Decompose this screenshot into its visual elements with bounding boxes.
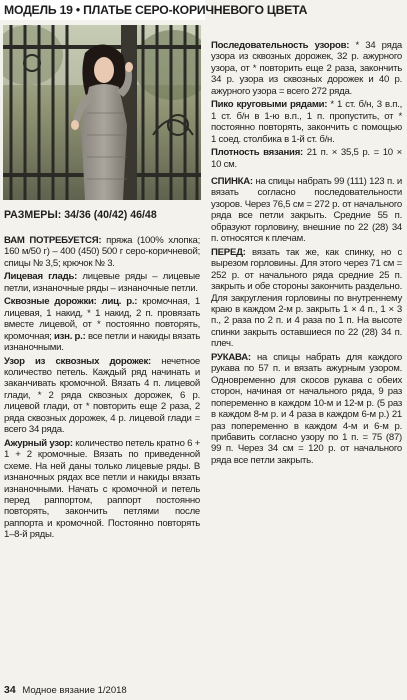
paths-rs-text: кромочная, 1 лицевая, 1 накид, * 1 накид, 2 п. провязать вместе лицевой, от * постоянно повторять, кромочная; — [4, 296, 200, 342]
sizes-label: РАЗМЕРЫ: — [4, 209, 62, 221]
stockinette-heading: Лицевая гладь: — [4, 271, 78, 283]
materials-heading: ВАМ ПОТРЕБУЕТСЯ: — [4, 235, 102, 246]
materials-paragraph — [4, 235, 200, 269]
back-heading: СПИНКА: — [211, 175, 253, 187]
back-paragraph — [211, 176, 402, 245]
sleeves-text: на спицы набрать для каждого рукава по 57 п. и вязать ажурным узором. Одновременно для скосов рукава с обеих сторон, начиная от начального ряда, 9 раз попеременно в каждом 10-м и 12-м р. (5 раз в каждом 8-м р. и 4 раза в каждом 6-м р.) 21 раз попеременно в каждом 4-м и 6-м р. прибавить согласно узору по 1 п. = 75 (87) 99 п. Через 34 см = 120 р. от начального ряда все петли закрыть. — [211, 351, 402, 466]
page-title: МОДЕЛЬ 19 • ПЛАТЬЕ СЕРО-КОРИЧНЕВОГО ЦВЕТА — [4, 3, 308, 17]
sizes-line — [4, 209, 204, 221]
stockinette-text: лицевые ряды – лицевые петли, изнаночные ряды – изнаночные петли. — [4, 271, 200, 294]
paths-paragraph — [4, 296, 200, 353]
pattern-text: нечетное количество петель. Каждый ряд начинать и заканчивать кромочной. Вязать 4 п. лицевой глади, * 2 ряда сквозных дорожек, 6 р. лицевой глади, от * повторить еще 2 раза, 2 ряда сквозных дорожек, 4 р. лицевой глади = всего 34 ряда. — [4, 355, 200, 436]
paths-ws-heading: изн. р.: — [54, 330, 86, 342]
sequence-text: * 34 ряда узора из сквозных дорожек, 32 р. ажурного узора, от * повторить еще 2 раза, закончить 34 р. узора из сквозных дорожек и 40 р. ажурного узора = всего 272 ряда. — [211, 40, 403, 97]
front-paragraph — [211, 247, 402, 350]
picot-heading: Пико круговыми рядами: — [211, 99, 328, 111]
stockinette-paragraph — [4, 271, 200, 294]
gauge-paragraph — [211, 147, 402, 170]
paths-ws-text: все петли и накиды вязать изнаночными. — [4, 330, 200, 354]
openwork-text: количество петель кратно 6 + 1 + 2 кромочные. Вязать по приведенной схеме. На ней даны только лицевые ряды. В изнаночных рядах все петли и накиды вязать изнаночными. Начать с кромочной и петель перед раппортом, раппорт постоянно повторять, закончить петлями после раппорта и кромочной. Постоянно повторять 1–8-й ряды. — [4, 437, 200, 541]
pattern-paragraph — [4, 356, 200, 436]
front-heading: ПЕРЕД: — [211, 246, 246, 258]
sleeves-paragraph — [211, 352, 402, 467]
pattern-heading: Узор из сквозных дорожек: — [4, 355, 152, 367]
picot-text: * 1 ст. б/н, 3 в.п., 1 ст. б/н в 1-ю в.п., 1 п. пропустить, от * постоянно повторять, закончить с помощью 1 соед. столбика в 1-й ст. б/н. — [211, 99, 403, 145]
front-text: вязать так же, как спинку, но с вырезом горловины. Для этого через 71 см = 252 р. от начального ряда средние 25 п. закрыть и обе стороны закончить раздельно. Для закругления горловины по внутреннему краю в каждом 2-м р. закрыть 1 × 4 п., 1 × 3 п., 2 раза по 2 п. и 4 раза по 1 п. На высоте спинки закрыть оставшиеся по 22 (28) 34 п. плеч. — [211, 246, 402, 350]
paths-rs-heading: лиц. р.: — [101, 296, 138, 308]
magazine-name: Модное вязание 1/2018 — [22, 685, 127, 696]
gauge-heading: Плотность вязания: — [211, 147, 303, 159]
sleeves-heading: РУКАВА: — [211, 351, 251, 363]
page-footer — [4, 684, 127, 696]
back-text: на спицы набрать 99 (111) 123 п. и вязать согласно последовательности узоров. Через 76,5 см = 272 р. от начального ряда все петли закрыть. Средние 55 п. образуют горловину, внешние по 22 (28) 34 п. относятся к плечам. — [211, 175, 402, 245]
openwork-paragraph — [4, 438, 200, 541]
page-number: 34 — [4, 684, 16, 696]
picot-paragraph — [211, 99, 402, 145]
right-column — [211, 40, 402, 468]
sizes-value: 34/36 (40/42) 46/48 — [64, 209, 157, 221]
gauge-text: 21 п. × 35,5 р. = 10 × 10 см. — [211, 147, 402, 170]
model-photo — [3, 25, 201, 200]
sequence-heading: Последовательность узоров: — [211, 40, 350, 51]
paths-heading: Сквозные дорожки: — [4, 296, 97, 308]
materials-text: пряжа (100% хлопка; 160 м/50 г) – 400 (450) 500 г серо-коричневой; спицы № 3,5; крючок № 3. — [4, 235, 200, 269]
openwork-heading: Ажурный узор: — [4, 437, 73, 449]
left-column — [4, 235, 200, 543]
sequence-paragraph — [211, 40, 402, 97]
